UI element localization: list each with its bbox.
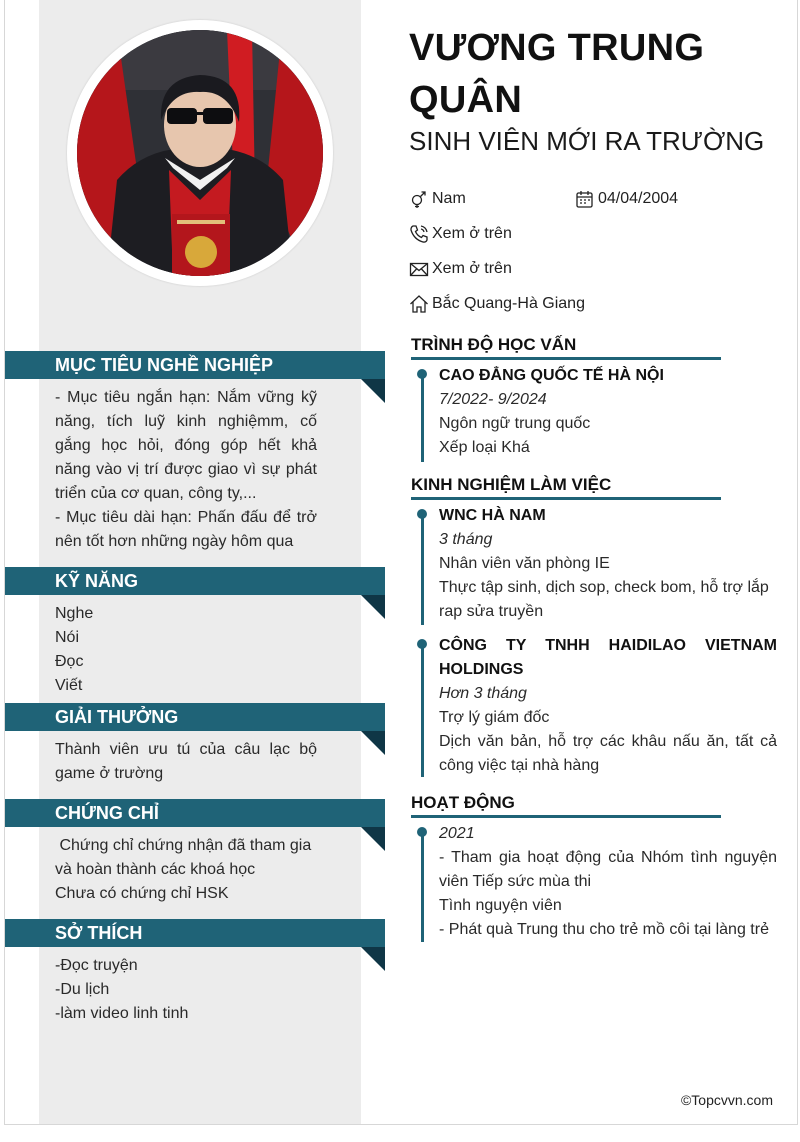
activity-year: 2021	[439, 825, 475, 842]
school-name: CAO ĐẲNG QUỐC TẾ HÀ NỘI	[439, 367, 664, 384]
gender-icon	[409, 189, 429, 209]
timeline-dot	[417, 369, 427, 379]
skill-item: Viết	[55, 677, 83, 694]
candidate-name: VƯƠNG TRUNG QUÂN	[409, 27, 705, 121]
dob-value: 04/04/2004	[598, 190, 679, 207]
timeline-line	[421, 830, 424, 942]
job-description: Thực tập sinh, dịch sop, check bom, hỗ trợ lắp rap sửa truyền	[439, 579, 769, 620]
footer-credit: ©Topcvvn.com	[680, 1092, 773, 1108]
job-period: Hơn 3 tháng	[439, 685, 527, 702]
info-address	[409, 293, 659, 315]
info-email	[409, 258, 609, 280]
timeline-dot	[417, 639, 427, 649]
section-header-skills	[5, 567, 385, 595]
info-gender	[409, 188, 559, 210]
job-period: 3 tháng	[439, 531, 493, 548]
education-rank: Xếp loại Khá	[439, 439, 530, 456]
skill-item: Đọc	[55, 653, 84, 670]
section-title: CHỨNG CHỈ	[55, 803, 159, 823]
hobby-item: -làm video linh tinh	[55, 1005, 189, 1022]
section-title: KỸ NĂNG	[55, 571, 139, 591]
section-header-certificates	[5, 799, 385, 827]
education-major: Ngôn ngữ trung quốc	[439, 415, 591, 432]
timeline-line	[421, 642, 424, 777]
email-value: Xem ở trên	[432, 260, 512, 277]
activity-line: - Tham gia hoạt động của Nhóm tình nguyện viên Tiếp sức mùa thi	[439, 849, 777, 890]
job-position: Nhân viên văn phòng IE	[439, 555, 610, 572]
timeline-line	[421, 372, 424, 462]
section-title: GIẢI THƯỞNG	[55, 707, 179, 727]
timeline-dot	[417, 827, 427, 837]
award-text: Thành viên ưu tú của câu lạc bộ game ở trường	[55, 741, 317, 782]
skill-item: Nói	[55, 629, 80, 646]
education-period: 7/2022- 9/2024	[439, 391, 547, 408]
info-dob	[575, 188, 725, 210]
phone-icon	[409, 224, 429, 244]
timeline-line	[421, 512, 424, 625]
gender-value: Nam	[432, 190, 466, 207]
calendar-icon	[575, 189, 595, 209]
phone-value: Xem ở trên	[432, 225, 512, 242]
job-position: Trợ lý giám đốc	[439, 709, 550, 726]
hobby-item: -Đọc truyện	[55, 957, 138, 974]
job-description: Dịch văn bản, hỗ trợ các khâu nấu ăn, tất cả công việc tại nhà hàng	[439, 733, 777, 774]
section-header-objective	[5, 351, 385, 379]
ribbon-fold	[361, 379, 385, 403]
cv-page	[4, 0, 798, 1125]
hobby-item: -Du lịch	[55, 981, 110, 998]
activity-entry	[439, 822, 777, 942]
objective-short: - Mục tiêu ngắn hạn: Nắm vững kỹ năng, tích luỹ kinh nghiệmm, cố gắng học hỏi, đóng góp hết khả năng vào vị trí được giao vì sự phát triển của cơ quan, công ty,...	[55, 389, 317, 502]
section-title: SỞ THÍCH	[55, 923, 143, 943]
email-icon	[409, 259, 429, 279]
ribbon-fold	[361, 595, 385, 619]
education-entry	[439, 364, 777, 460]
skill-item: Nghe	[55, 605, 94, 622]
company-name: WNC HÀ NAM	[439, 507, 546, 524]
address-value: Bắc Quang-Hà Giang	[432, 295, 585, 312]
section-header-experience: KINH NGHIỆM LÀM VIỆC	[411, 473, 721, 500]
home-icon	[409, 294, 429, 314]
avatar-frame	[67, 20, 333, 286]
certificate-line: Chưa có chứng chỉ HSK	[55, 885, 229, 902]
timeline-dot	[417, 509, 427, 519]
objective-long: - Mục tiêu dài hạn: Phấn đấu để trở nên tốt hơn những ngày hôm qua	[55, 509, 317, 550]
avatar	[77, 30, 323, 276]
ribbon-fold	[361, 947, 385, 971]
section-header-hobbies	[5, 919, 385, 947]
section-header-education: TRÌNH ĐỘ HỌC VẤN	[411, 333, 721, 360]
certificate-line: Chứng chỉ chứng nhận đã tham gia và hoàn thành các khoá học	[55, 837, 316, 878]
candidate-title: SINH VIÊN MỚI RA TRƯỜNG	[409, 126, 765, 156]
activity-line: - Phát quà Trung thu cho trẻ mồ côi tại làng trẻ	[439, 921, 769, 938]
company-name: CÔNG TY TNHH HAIDILAO VIETNAM HOLDINGS	[439, 637, 777, 678]
activity-line: Tình nguyện viên	[439, 897, 562, 914]
info-phone	[409, 223, 609, 245]
section-header-activities: HOẠT ĐỘNG	[411, 791, 721, 818]
ribbon-fold	[361, 731, 385, 755]
section-header-awards	[5, 703, 385, 731]
ribbon-fold	[361, 827, 385, 851]
job-entry	[439, 634, 777, 778]
job-entry	[439, 504, 777, 624]
section-title: MỤC TIÊU NGHỀ NGHIỆP	[55, 355, 274, 375]
